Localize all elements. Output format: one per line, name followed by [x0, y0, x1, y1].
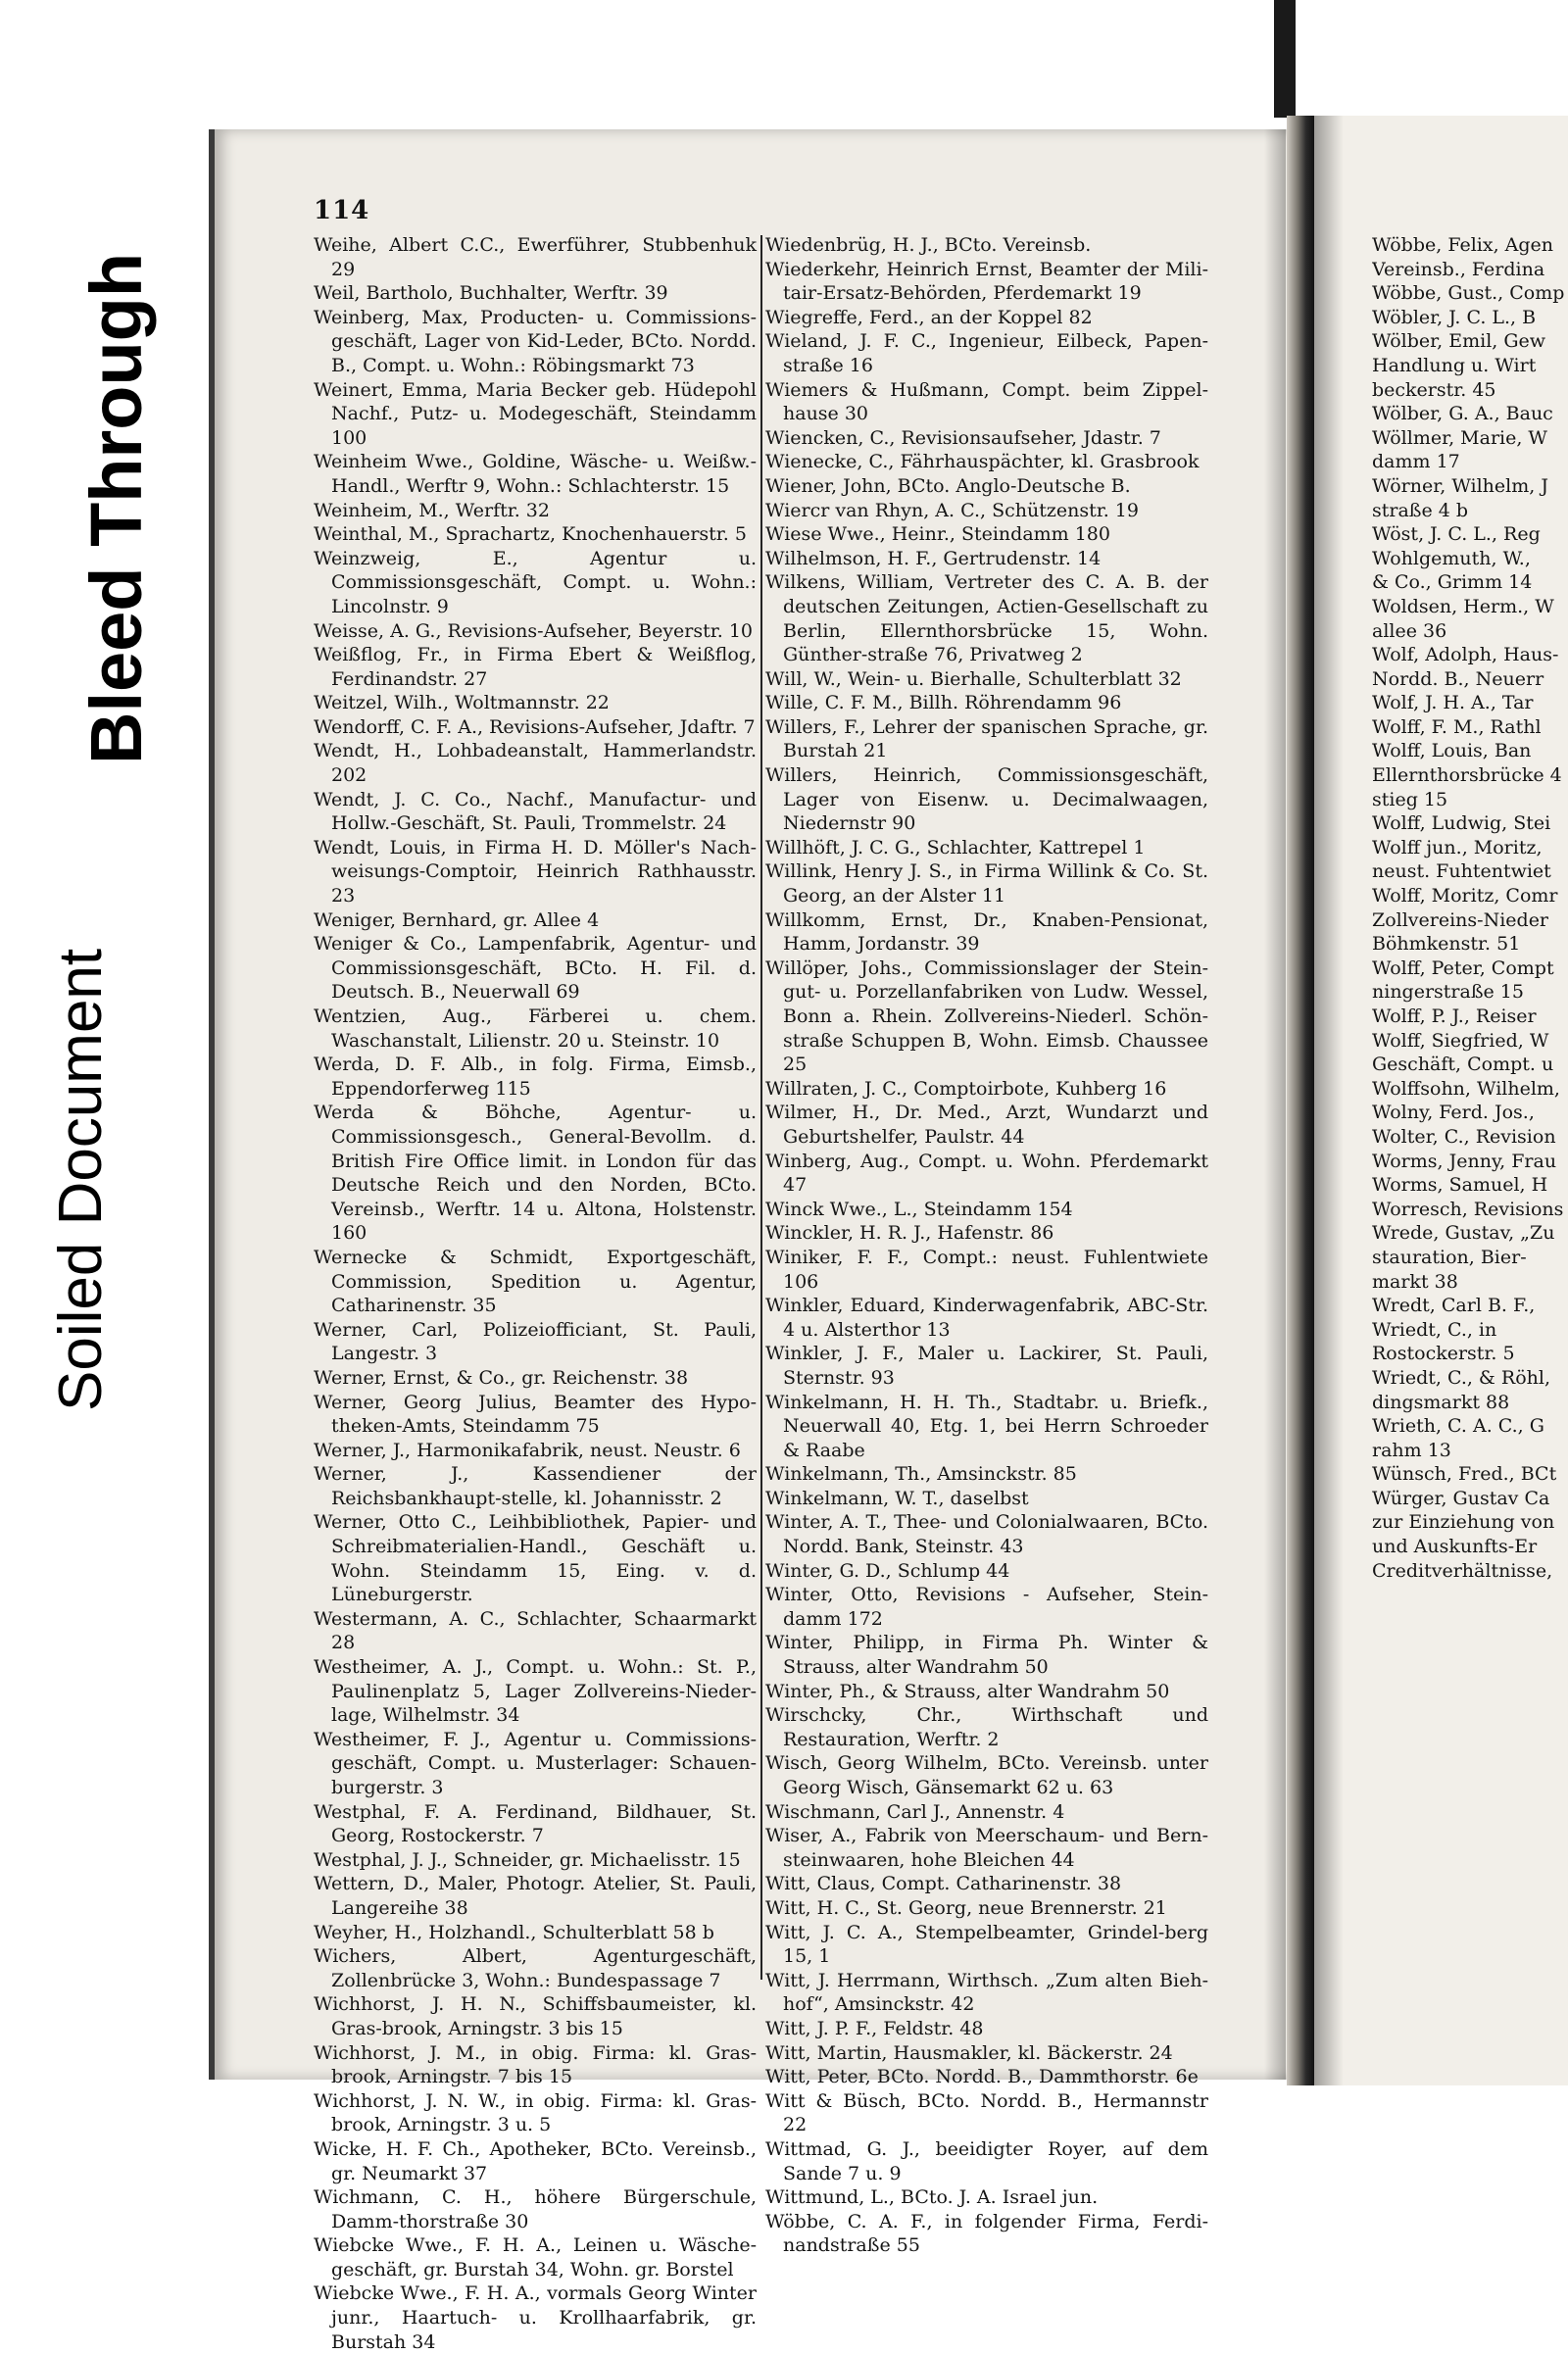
directory-entry: Wiegreffe, Ferd., an der Koppel 82 — [765, 306, 1093, 328]
directory-entry: neust. Fuhtentwiet — [1372, 860, 1551, 883]
directory-entry: Wendorff, C. F. A., Revisions-Aufseher, Jdaftr. 7 — [314, 715, 756, 738]
bleed-through-label: Bleed Through — [75, 252, 157, 764]
directory-entry: Witt, Martin, Hausmakler, kl. Bäckerstr. 24 — [765, 2041, 1173, 2064]
directory-entry: Weitzel, Wilh., Woltmannstr. 22 — [314, 692, 610, 714]
directory-entry: beckerstr. 45 — [1372, 378, 1496, 401]
directory-entry: Wendt, J. C. Co., Nachf., Manufactur- und Hollw.-Geschäft, St. Pauli, Trommelstr. 24 — [314, 788, 757, 835]
directory-entry: Wiercr van Rhyn, A. C., Schützenstr. 19 — [765, 499, 1139, 521]
directory-entry: Wünsch, Fred., BCt — [1372, 1463, 1557, 1486]
directory-entry: Wölber, Emil, Gew — [1372, 330, 1546, 353]
directory-entry: Wisch, Georg Wilhelm, BCto. Vereinsb. unter Georg Wisch, Gänsemarkt 62 u. 63 — [765, 1752, 1208, 1798]
page-number: 114 — [314, 196, 370, 225]
directory-entry: Wöst, J. C. L., Reg — [1372, 523, 1541, 546]
directory-entry: Wiemers & Hußmann, Compt. beim Zippel-hause 30 — [765, 378, 1208, 425]
directory-entry: straße 4 b — [1372, 499, 1469, 521]
directory-entry: zur Einziehung von — [1372, 1511, 1555, 1534]
directory-entry: Wrede, Gustav, „Zu — [1372, 1222, 1555, 1245]
directory-entry: Wolf, J. H. A., Tar — [1372, 692, 1534, 714]
directory-entry: Wernecke & Schmidt, Exportgeschäft, Commission, Spedition u. Agentur, Catharinenstr. 35 — [314, 1246, 757, 1317]
directory-entry: Wirschcky, Chr., Wirthschaft und Restauration, Werftr. 2 — [765, 1704, 1208, 1750]
directory-entry: Werner, Georg Julius, Beamter des Hypo-theken-Amts, Steindamm 75 — [314, 1391, 757, 1438]
directory-entry: Weinheim, M., Werftr. 32 — [314, 499, 550, 521]
directory-entry: Wolff, Peter, Compt — [1372, 956, 1554, 979]
directory-entry: Winter, Ph., & Strauss, alter Wandrahm 50 — [765, 1680, 1170, 1702]
directory-entry: Westphal, J. J., Schneider, gr. Michaelisstr. 15 — [314, 1848, 741, 1871]
directory-entry: Werner, Ernst, & Co., gr. Reichenstr. 38 — [314, 1366, 689, 1389]
directory-entry: Böhmkenstr. 51 — [1372, 933, 1521, 956]
directory-entry: Willkomm, Ernst, Dr., Knaben-Pensionat, Hamm, Jordanstr. 39 — [765, 908, 1208, 956]
directory-entry: Wiener, John, BCto. Anglo-Deutsche B. — [765, 474, 1131, 497]
directory-entry: Wichhorst, J. M., in obig. Firma: kl. Gras-brook, Arningstr. 7 bis 15 — [314, 2041, 757, 2088]
directory-entry: Wendt, H., Lohbadeanstalt, Hammerlandstr. 202 — [314, 740, 757, 787]
directory-entry: Ellernthorsbrücke 4 — [1372, 764, 1562, 787]
directory-entry: Wittmad, G. J., beeidigter Royer, auf dem Sande 7 u. 9 — [765, 2137, 1208, 2184]
directory-entry: Wolff, Moritz, Comr — [1372, 885, 1558, 907]
directory-entry: Vereinsb., Ferdina — [1372, 258, 1545, 280]
directory-entry: Will, W., Wein- u. Bierhalle, Schulterblatt 32 — [765, 667, 1182, 690]
directory-entry: Weisse, A. G., Revisions-Aufseher, Beyerstr. 10 — [314, 619, 754, 642]
directory-entry: Wiese Wwe., Heinr., Steindamm 180 — [765, 523, 1110, 546]
directory-entry: Wischmann, Carl J., Annenstr. 4 — [765, 1800, 1065, 1823]
directory-entry: Wichhorst, J. H. N., Schiffsbaumeister, kl. Gras-brook, Arningstr. 3 bis 15 — [314, 1993, 757, 2039]
directory-entry: Wiebcke Wwe., F. H. A., vormals Georg Winter junr., Haartuch- u. Krollhaarfabrik, gr. Burstah 34 — [314, 2282, 757, 2353]
directory-entry: Witt & Büsch, BCto. Nordd. B., Hermannstr 22 — [765, 2089, 1208, 2136]
directory-entry: Witt, Claus, Compt. Catharinenstr. 38 — [765, 1873, 1122, 1895]
directory-entry: Winck Wwe., L., Steindamm 154 — [765, 1198, 1073, 1220]
directory-entry: Wolter, C., Revision — [1372, 1125, 1556, 1148]
directory-entry: stauration, Bier- — [1372, 1246, 1527, 1268]
directory-entry: Wriedt, C., & Röhl, — [1372, 1366, 1550, 1389]
directory-entry: Wettern, D., Maler, Photogr. Atelier, St. Pauli, Langereihe 38 — [314, 1873, 757, 1919]
directory-entry: Willöper, Johs., Commissionslager der Stein-gut- u. Porzellanfabriken von Ludw. Wessel, Bonn a. Rhein. Zollvereins-Niederl. Schön-straße Schuppen B, Wohn. Eimsb. Chaussee 25 — [765, 956, 1208, 1076]
directory-entry: Wohlgemuth, W., — [1372, 547, 1531, 569]
directory-entry: Würger, Gustav Ca — [1372, 1487, 1550, 1509]
directory-entry: Wöbbe, Felix, Agen — [1372, 234, 1554, 256]
directory-entry: Creditverhältnisse, — [1372, 1559, 1553, 1582]
directory-entry: Wendt, Louis, in Firma H. D. Möller's Nach-weisungs-Comptoir, Heinrich Rathhausstr. 23 — [314, 836, 757, 907]
directory-entry: Wichhorst, J. N. W., in obig. Firma: kl. Gras-brook, Arningstr. 3 u. 5 — [314, 2089, 757, 2136]
directory-column-left — [314, 233, 757, 2354]
directory-entry: Willers, F., Lehrer der spanischen Sprache, gr. Burstah 21 — [765, 715, 1208, 762]
directory-entry: Wichmann, C. H., höhere Bürgerschule, Damm-thorstraße 30 — [314, 2186, 757, 2232]
directory-entry: Wolf, Adolph, Haus- — [1372, 644, 1559, 666]
directory-entry: Witt, J. P. F., Feldstr. 48 — [765, 2017, 984, 2039]
directory-entry: Westermann, A. C., Schlachter, Schaarmarkt 28 — [314, 1607, 757, 1654]
directory-entry: Wolff, F. M., Rathl — [1372, 715, 1542, 738]
directory-entry: Wolff, Ludwig, Stei — [1372, 812, 1551, 835]
directory-entry: Weihe, Albert C.C., Ewerführer, Stubbenhuk 29 — [314, 234, 757, 280]
directory-entry: Wolff, Louis, Ban — [1372, 740, 1532, 762]
directory-entry: Willhöft, J. C. G., Schlachter, Kattrepel 1 — [765, 836, 1146, 858]
directory-entry: Wilhelmson, H. F., Gertrudenstr. 14 — [765, 547, 1102, 569]
directory-entry: Witt, H. C., St. Georg, neue Brennerstr. 21 — [765, 1896, 1167, 1919]
directory-entry: Winkelmann, W. T., daselbst — [765, 1487, 1029, 1509]
directory-entry: Worms, Jenny, Frau — [1372, 1150, 1557, 1172]
directory-entry: Winiker, F. F., Compt.: neust. Fuhlentwiete 106 — [765, 1246, 1208, 1293]
directory-entry: Winkler, Eduard, Kinderwagenfabrik, ABC-Str. 4 u. Alsterthor 13 — [765, 1295, 1208, 1341]
directory-entry: Zollvereins-Nieder — [1372, 908, 1549, 931]
directory-entry: Willers, Heinrich, Commissionsgeschäft, Lager von Eisenw. u. Decimalwaagen, Niedernstr 90 — [765, 764, 1208, 835]
soiled-document-label: Soiled Document — [47, 948, 115, 1411]
directory-entry: Werner, J., Kassendiener der Reichsbankhaupt-stelle, kl. Johannisstr. 2 — [314, 1463, 757, 1509]
directory-entry: Winckler, H. R. J., Hafenstr. 86 — [765, 1222, 1054, 1245]
directory-entry: Weißflog, Fr., in Firma Ebert & Weißflog, Ferdinandstr. 27 — [314, 644, 757, 690]
directory-entry: Wienecke, C., Fährhauspächter, kl. Grasbrook — [765, 451, 1200, 473]
directory-entry: Wieland, J. F. C., Ingenieur, Eilbeck, Papen-straße 16 — [765, 330, 1208, 376]
directory-entry: Wöllmer, Marie, W — [1372, 426, 1547, 449]
directory-entry: Weil, Bartholo, Buchhalter, Werftr. 39 — [314, 282, 668, 305]
directory-entry: Nordd. B., Neuerr — [1372, 667, 1544, 690]
directory-entry: Witt, J. Herrmann, Wirthsch. „Zum alten Bieh-hof“, Amsinckstr. 42 — [765, 1969, 1208, 2016]
directory-entry: Wiedenbrüg, H. J., BCto. Vereinsb. — [765, 234, 1092, 256]
directory-entry: & Co., Grimm 14 — [1372, 571, 1533, 594]
directory-entry: Werda, D. F. Alb., in folg. Firma, Eimsb., Eppendorferweg 115 — [314, 1054, 757, 1100]
directory-entry: Weinberg, Max, Producten- u. Commissions-geschäft, Lager von Kid-Leder, BCto. Nordd. B., Compt. u. Wohn.: Röbingsmarkt 73 — [314, 306, 757, 376]
directory-entry: stieg 15 — [1372, 788, 1448, 810]
directory-entry: Wredt, Carl B. F., — [1372, 1295, 1536, 1317]
directory-entry: Wiebcke Wwe., F. H. A., Leinen u. Wäsche-geschäft, gr. Burstah 34, Wohn. gr. Borstel — [314, 2234, 757, 2280]
directory-entry: Westphal, F. A. Ferdinand, Bildhauer, St. Georg, Rostockerstr. 7 — [314, 1800, 757, 1847]
directory-entry: Winberg, Aug., Compt. u. Wohn. Pferdemarkt 47 — [765, 1150, 1208, 1197]
directory-entry: Winter, Philipp, in Firma Ph. Winter & Strauss, alter Wandrahm 50 — [765, 1632, 1208, 1679]
directory-entry: Wilmer, H., Dr. Med., Arzt, Wundarzt und Geburtshelfer, Paulstr. 44 — [765, 1102, 1208, 1148]
directory-entry: markt 38 — [1372, 1270, 1458, 1293]
directory-entry: Wille, C. F. M., Billh. Röhrendamm 96 — [765, 692, 1122, 714]
directory-entry: Wilkens, William, Vertreter des C. A. B. der deutschen Zeitungen, Actien-Gesellschaft zu Berlin, Ellernthorsbrücke 15, Wohn. Günther-straße 76, Privatweg 2 — [765, 571, 1208, 666]
directory-entry: Weinert, Emma, Maria Becker geb. Hüdepohl Nachf., Putz- u. Modegeschäft, Steindamm 100 — [314, 378, 757, 449]
directory-entry: Winkler, J. F., Maler u. Lackirer, St. Pauli, Sternstr. 93 — [765, 1343, 1208, 1389]
directory-entry: Wichers, Albert, Agenturgeschäft, Zollenbrücke 3, Wohn.: Bundespassage 7 — [314, 1945, 757, 1991]
directory-entry: Wriedt, C., in — [1372, 1318, 1497, 1341]
directory-entry: Willraten, J. C., Comptoirbote, Kuhberg 16 — [765, 1077, 1167, 1100]
directory-entry: ningerstraße 15 — [1372, 981, 1524, 1004]
directory-entry: Wöbbe, C. A. F., in folgender Firma, Ferdi-nandstraße 55 — [765, 2210, 1208, 2257]
directory-entry: Witt, J. C. A., Stempelbeamter, Grindel-berg 15, 1 — [765, 1921, 1208, 1968]
directory-entry: Wiser, A., Fabrik von Meerschaum- und Bern-steinwaaren, hohe Bleichen 44 — [765, 1825, 1208, 1871]
directory-entry: Winter, A. T., Thee- und Colonialwaaren, BCto. Nordd. Bank, Steinstr. 43 — [765, 1511, 1208, 1558]
scan-edge-mark — [1274, 0, 1296, 118]
directory-entry: Wentzien, Aug., Färberei u. chem. Waschanstalt, Lilienstr. 20 u. Steinstr. 10 — [314, 1005, 757, 1052]
directory-entry: allee 36 — [1372, 619, 1447, 642]
directory-entry: Winkelmann, Th., Amsinckstr. 85 — [765, 1463, 1077, 1486]
directory-entry: Willink, Henry J. S., in Firma Willink & Co. St. Georg, an der Alster 11 — [765, 860, 1208, 907]
directory-entry: Werner, J., Harmonikafabrik, neust. Neustr. 6 — [314, 1439, 741, 1461]
page-gutter — [1264, 129, 1286, 2080]
directory-column-right — [1372, 233, 1568, 1583]
directory-entry: Westheimer, A. J., Compt. u. Wohn.: St. P., Paulinenplatz 5, Lager Zollvereins-Nieder-lage, Wilhelmstr. 34 — [314, 1656, 757, 1727]
directory-entry: Winter, G. D., Schlump 44 — [765, 1559, 1010, 1582]
directory-entry: damm 17 — [1372, 451, 1460, 473]
directory-entry: Wiencken, C., Revisionsaufseher, Jdastr. 7 — [765, 426, 1161, 449]
directory-entry: Woldsen, Herm., W — [1372, 595, 1554, 617]
directory-entry: dingsmarkt 88 — [1372, 1391, 1510, 1413]
directory-entry: Witt, Peter, BCto. Nordd. B., Dammthorstr. 6e — [765, 2066, 1199, 2088]
directory-entry: Weniger, Bernhard, gr. Allee 4 — [314, 908, 600, 931]
directory-entry: Wittmund, L., BCto. J. A. Israel jun. — [765, 2186, 1099, 2209]
directory-entry: Wöbler, J. C. L., B — [1372, 306, 1537, 328]
directory-entry: Wolff jun., Moritz, — [1372, 836, 1543, 858]
book-spine — [1287, 116, 1314, 2085]
directory-entry: Wölber, G. A., Bauc — [1372, 403, 1553, 425]
directory-entry: Weyher, H., Holzhandl., Schulterblatt 58 b — [314, 1921, 714, 1943]
directory-entry: Wiederkehr, Heinrich Ernst, Beamter der Mili-tair-Ersatz-Behörden, Pferdemarkt 19 — [765, 258, 1208, 305]
directory-entry: Winkelmann, H. H. Th., Stadtabr. u. Briefk., Neuerwall 40, Etg. 1, bei Herrn Schroeder & Raabe — [765, 1391, 1208, 1461]
directory-entry: Werda & Böhche, Agentur- u. Commissionsgesch., General-Bevollm. d. British Fire Office limit. in London für das Deutsche Reich und den Norden, BCto. Vereinsb., Werftr. 14 u. Altona, Holstenstr. 160 — [314, 1102, 757, 1245]
directory-entry: Winter, Otto, Revisions - Aufseher, Stein-damm 172 — [765, 1584, 1208, 1630]
directory-entry: Handlung u. Wirt — [1372, 354, 1537, 376]
directory-entry: Weniger & Co., Lampenfabrik, Agentur- und Commissionsgeschäft, BCto. H. Fil. d. Deutsch. B., Neuerwall 69 — [314, 933, 757, 1004]
directory-entry: Wolny, Ferd. Jos., — [1372, 1102, 1535, 1124]
directory-entry: Weinthal, M., Sprachartz, Knochenhauerstr. 5 — [314, 523, 747, 546]
directory-entry: Wolff, P. J., Reiser — [1372, 1005, 1537, 1027]
directory-entry: Wolffsohn, Wilhelm, — [1372, 1077, 1560, 1100]
directory-entry: Worresch, Revisions — [1372, 1198, 1564, 1220]
directory-entry: Wolff, Siegfried, W — [1372, 1029, 1549, 1052]
directory-entry: Worms, Samuel, H — [1372, 1174, 1548, 1197]
directory-entry: Geschäft, Compt. u — [1372, 1054, 1554, 1076]
column-divider — [760, 235, 762, 1980]
directory-entry: rahm 13 — [1372, 1439, 1451, 1461]
directory-entry: Werner, Carl, Polizeiofficiant, St. Pauli, Langestr. 3 — [314, 1318, 757, 1365]
directory-entry: Werner, Otto C., Leihbibliothek, Papier- und Schreibmaterialien-Handl., Geschäft u. Wohn. Steindamm 15, Eing. v. d. Lüneburgerstr. — [314, 1511, 757, 1606]
directory-entry: Westheimer, F. J., Agentur u. Commissions-geschäft, Compt. u. Musterlager: Schauen-burgerstr. 3 — [314, 1728, 757, 1798]
directory-entry: Wrieth, C. A. C., G — [1372, 1415, 1544, 1438]
directory-column-middle — [765, 233, 1208, 2258]
directory-entry: Wicke, H. F. Ch., Apotheker, BCto. Vereinsb., gr. Neumarkt 37 — [314, 2137, 757, 2184]
directory-entry: Wörner, Wilhelm, J — [1372, 474, 1548, 497]
directory-entry: Weinzweig, E., Agentur u. Commissionsgeschäft, Compt. u. Wohn.: Lincolnstr. 9 — [314, 547, 757, 617]
directory-entry: Wöbbe, Gust., Comp — [1372, 282, 1565, 305]
directory-entry: Rostockerstr. 5 — [1372, 1343, 1515, 1365]
directory-entry: Weinheim Wwe., Goldine, Wäsche- u. Weißw.-Handl., Werftr 9, Wohn.: Schlachterstr. 15 — [314, 451, 757, 497]
directory-entry: und Auskunfts-Er — [1372, 1536, 1538, 1558]
